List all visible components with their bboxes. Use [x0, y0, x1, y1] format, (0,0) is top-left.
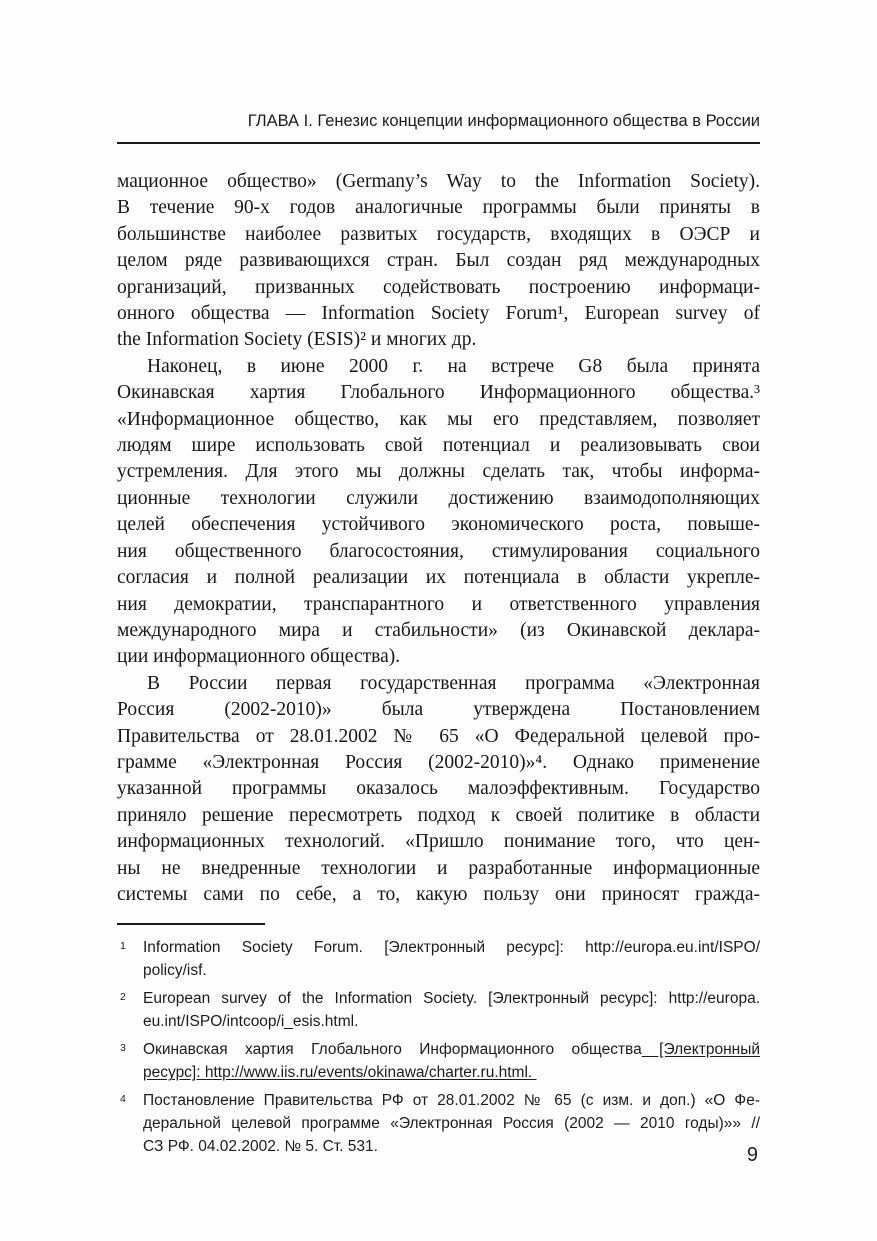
text-line: согласия и полной реализации их потенциала в области укрепле-	[117, 567, 760, 589]
footnote-number: 2	[120, 991, 126, 1004]
paragraph	[117, 354, 760, 671]
text-line: международного мира и стабильности» (из Окинавской деклара-	[117, 619, 760, 641]
body-text	[117, 169, 760, 908]
text-line: В течение 90-х годов аналогичные программы были приняты в	[117, 197, 760, 219]
footnote	[117, 1089, 760, 1158]
footnote-number: 1	[120, 940, 126, 953]
text-line: мационное общество» (Germany’s Way to the Information Society).	[117, 171, 760, 192]
footnote-line: eu.int/ISPO/intcoop/i_esis.html.	[143, 1013, 359, 1031]
text-line: онного общества — Information Society Forum¹, European survey of	[117, 303, 760, 325]
paragraph	[117, 671, 760, 909]
footnote-line	[143, 1038, 760, 1061]
text-line: ционные технологии служили достижению взаимодополняющих	[117, 487, 760, 509]
footnote	[117, 1038, 760, 1084]
footnote-line: деральной целевой программе «Электронная Россия (2002 — 2010 годы)»» //	[143, 1115, 760, 1133]
footnote-line: policy/isf.	[143, 962, 207, 980]
paragraph	[117, 169, 760, 354]
footnote-line: СЗ РФ. 04.02.2002. № 5. Ст. 531.	[143, 1138, 378, 1156]
text-line: ния демократии, транспарантного и ответственного управления	[117, 593, 760, 615]
text-line: организаций, призванных содействовать построению информаци-	[117, 276, 760, 298]
text-line: указанной программы оказалось малоэффективным. Государство	[117, 778, 760, 800]
text-line: Россия (2002-2010)» была утверждена Постановлением	[117, 699, 760, 721]
text-line: Правительства от 28.01.2002 № 65 «О Федеральной целевой про-	[117, 725, 760, 747]
text-line: устремления. Для этого мы должны сделать так, чтобы информа-	[117, 461, 760, 483]
footnote-line: Постановление Правительства РФ от 28.01.2002 № 65 (с изм. и доп.) «О Фе-	[143, 1092, 760, 1110]
text-line: целом ряде развивающихся стран. Был создан ряд международных	[117, 250, 760, 272]
footnote	[117, 936, 760, 982]
text-line: ния общественного благосостояния, стимулирования социального	[117, 540, 760, 562]
text-line: ции информационного общества).	[117, 646, 401, 668]
text-line: ны не внедренные технологии и разработанные информационные	[117, 857, 760, 879]
page-number: 9	[746, 1144, 758, 1166]
underlined-text: ресурс]: http://www.iis.ru/events/okinawa/charter.ru.html.	[143, 1064, 537, 1082]
text-line: Наконец, в июне 2000 г. на встрече G8 была принята	[147, 355, 760, 377]
footnote	[117, 987, 760, 1033]
footnote-line: Information Society Forum. [Электронный ресурс]: http://europa.eu.int/ISPO/	[143, 939, 760, 957]
text-line: людям шире использовать свой потенциал и реализовывать свои	[117, 435, 760, 457]
footnotes	[117, 936, 760, 1158]
text-line: Окинавская хартия Глобального Информационного общества.³	[117, 382, 760, 404]
text-line: информационных технологий. «Пришло понимание того, что цен-	[117, 831, 760, 853]
text-line: целей обеспечения устойчивого экономического роста, повыше-	[117, 514, 760, 536]
footnote-line	[143, 1061, 760, 1084]
header-rule	[117, 142, 760, 144]
underlined-text: [Электронный	[641, 1041, 760, 1059]
running-header: ГЛАВА I. Генезис концепции информационного общества в России	[247, 112, 760, 130]
page-content	[117, 111, 760, 1163]
footnote-separator	[117, 923, 265, 925]
footnote-number: 4	[120, 1093, 126, 1106]
text-line: приняло решение пересмотреть подход к своей политике в области	[117, 804, 760, 826]
footnote-number: 3	[120, 1042, 126, 1055]
footnote-line: European survey of the Information Society. [Электронный ресурс]: http://europa.	[143, 990, 760, 1008]
text-line: В России первая государственная программа «Электронная	[147, 672, 760, 694]
text-line: грамме «Электронная Россия (2002-2010)»⁴. Однако применение	[117, 751, 760, 773]
text-line: системы сами по себе, а то, какую пользу они приносят гражда-	[117, 883, 760, 905]
text-line: the Information Society (ESIS)² и многих др.	[117, 329, 477, 351]
text-line: «Информационное общество, как мы его представляем, позволяет	[117, 408, 760, 430]
text-line: большинстве наиболее развитых государств, входящих в ОЭСР и	[117, 223, 760, 245]
text-segment: Окинавская хартия Глобального Информационного общества	[143, 1041, 642, 1059]
